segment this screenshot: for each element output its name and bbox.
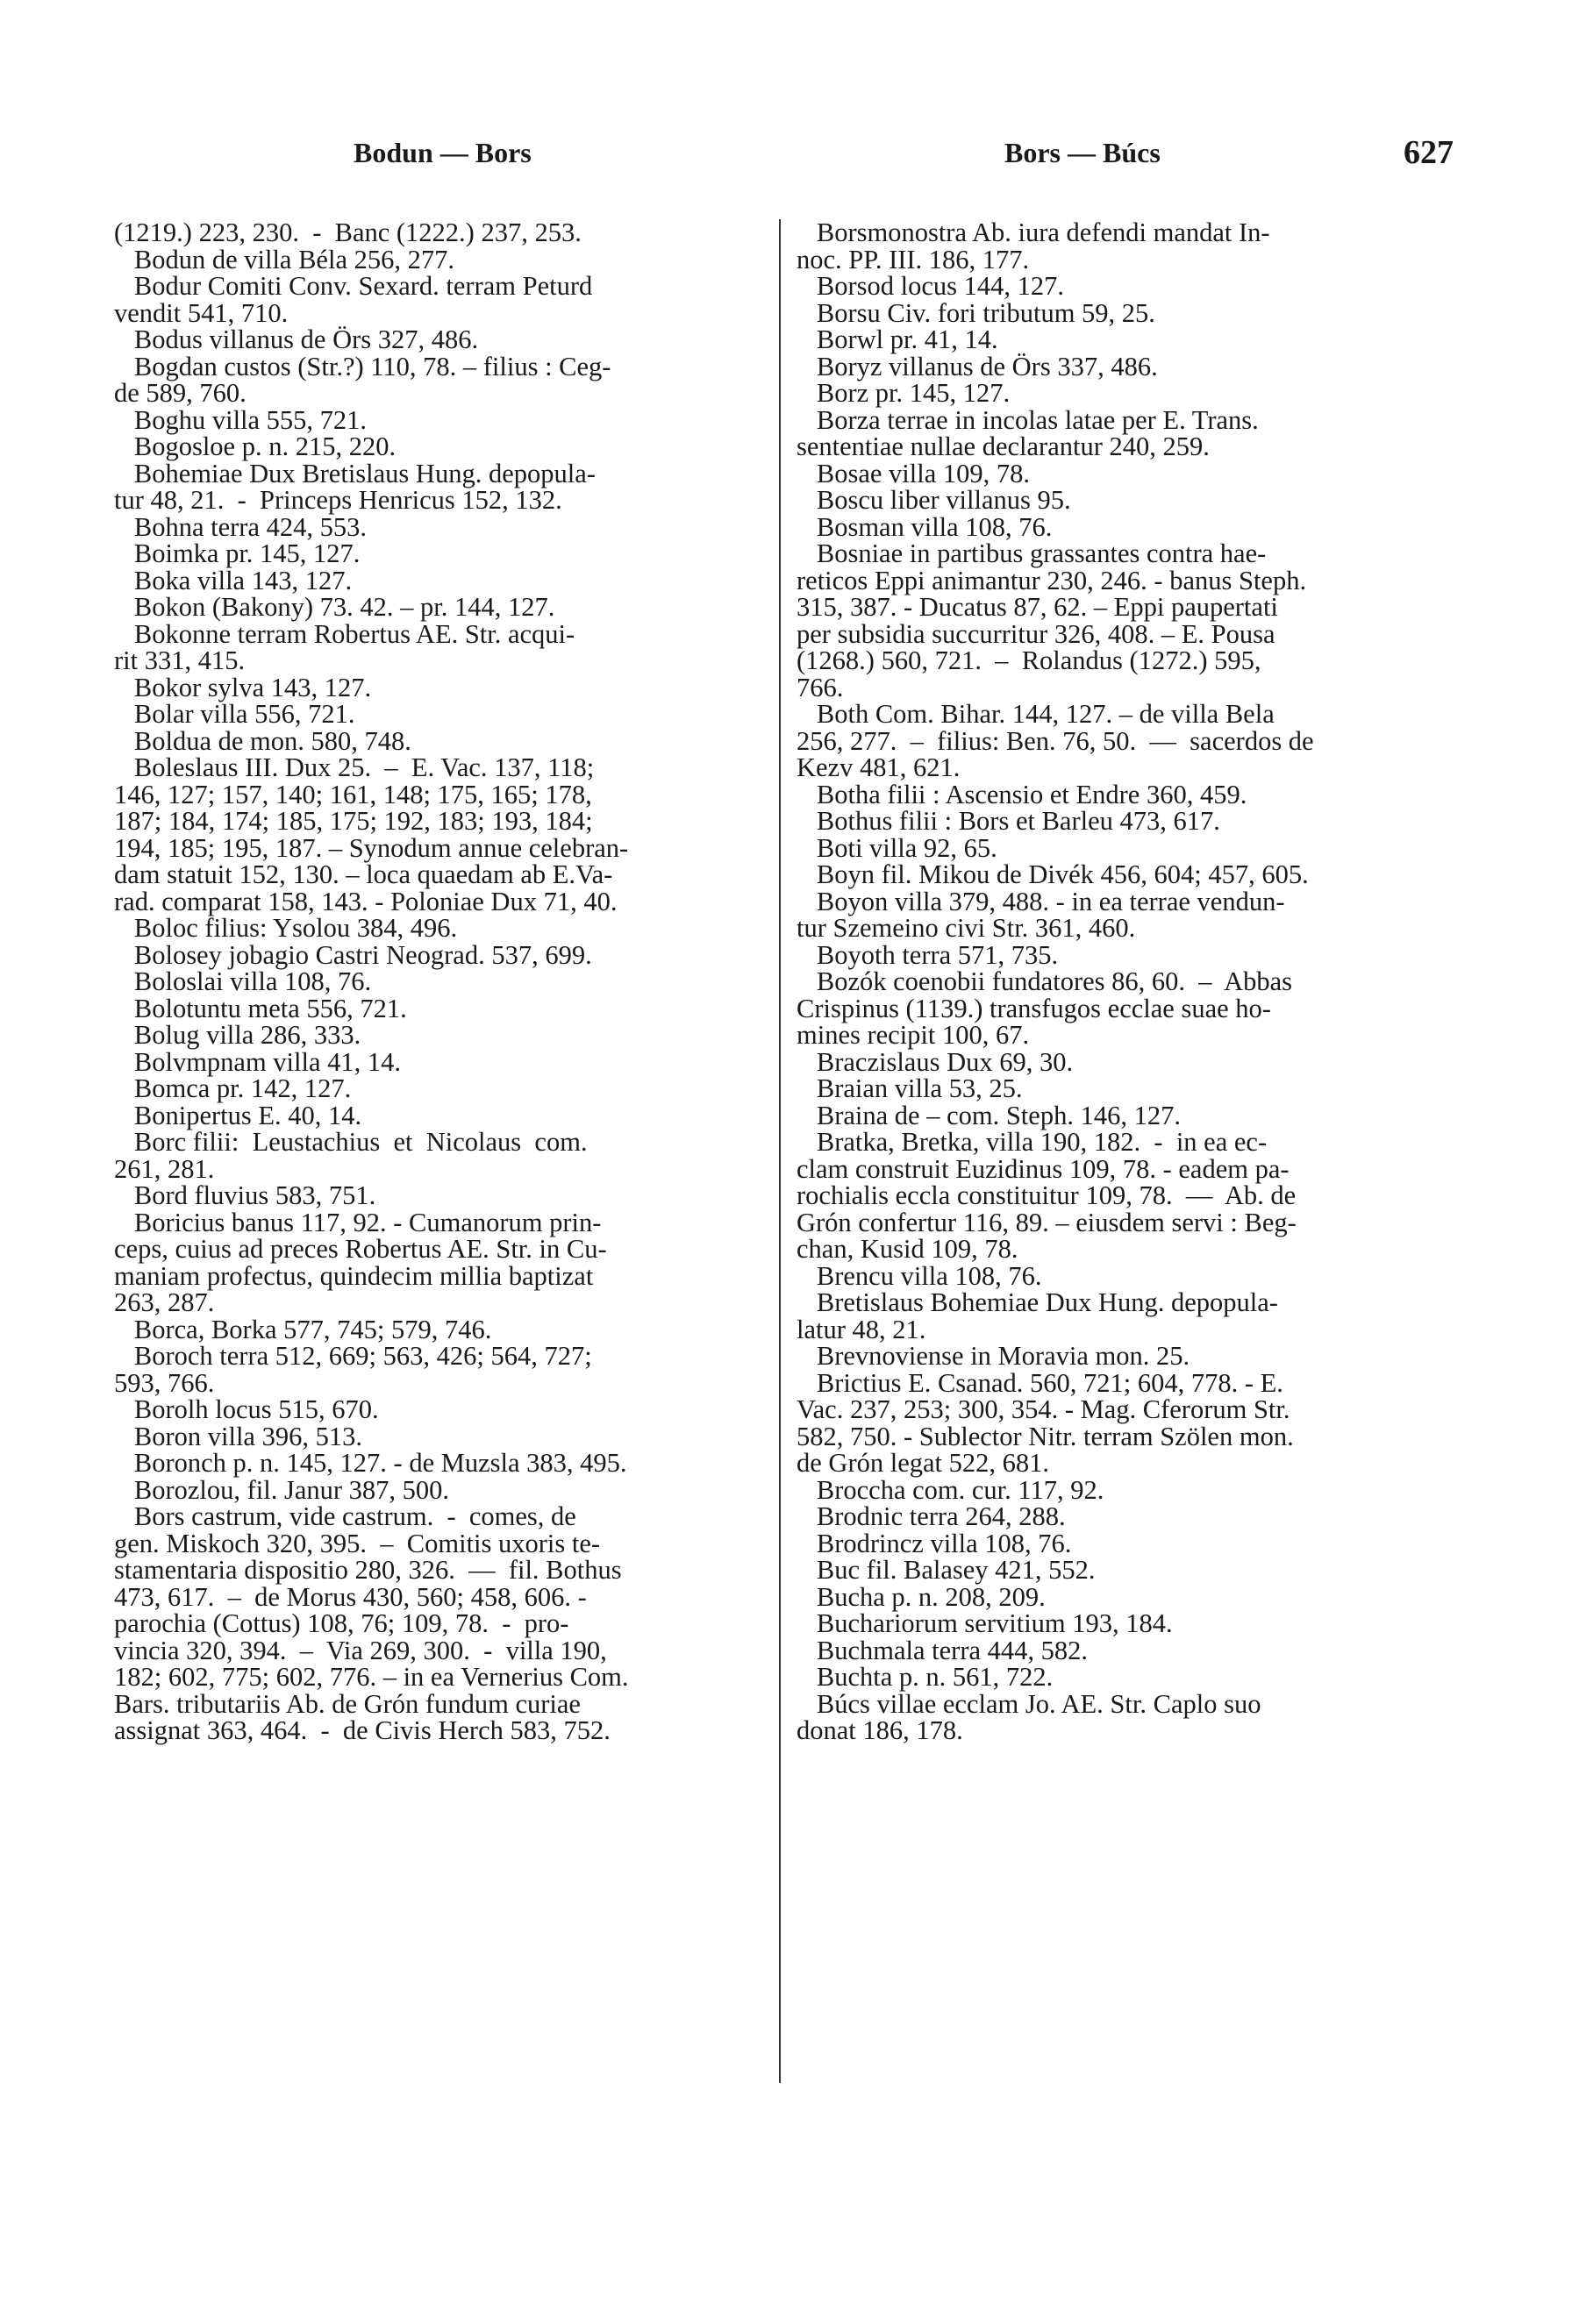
index-line: Borsod locus 144, 127.: [797, 271, 1064, 301]
index-line: gen. Miskoch 320, 395. – Comitis uxoris te-: [114, 1528, 601, 1558]
index-line: Bors castrum, vide castrum. - comes, de: [114, 1501, 576, 1531]
right-column: [797, 219, 1456, 1744]
index-line: 582, 750. - Sublector Nitr. terram Szölen mon.: [797, 1421, 1294, 1451]
index-line: Bodur Comiti Conv. Sexard. terram Peturd: [114, 271, 593, 301]
index-line: Boron villa 396, 513.: [114, 1421, 362, 1451]
index-line: Boroch terra 512, 669; 563, 426; 564, 727;: [114, 1341, 592, 1371]
index-line: Bokon (Bakony) 73. 42. – pr. 144, 127.: [114, 592, 555, 622]
index-line: 315, 387. - Ducatus 87, 62. – Eppi paupertati: [797, 592, 1278, 622]
index-line: Bomca pr. 142, 127.: [114, 1073, 352, 1103]
index-line: Bucha p. n. 208, 209.: [797, 1581, 1046, 1612]
index-line: Boryz villanus de Örs 337, 486.: [797, 351, 1158, 381]
index-line: Brodrincz villa 108, 76.: [797, 1528, 1072, 1558]
index-line: Bozók coenobii fundatores 86, 60. – Abbas: [797, 966, 1293, 996]
index-line: 263, 287.: [114, 1287, 215, 1317]
index-line: Brictius E. Csanad. 560, 721; 604, 778. - E.: [797, 1367, 1283, 1398]
index-line: reticos Eppi animantur 230, 246. - banus Steph.: [797, 565, 1307, 595]
index-line: chan, Kusid 109, 78.: [797, 1234, 1018, 1264]
index-line: Bolosey jobagio Castri Neograd. 537, 699.: [114, 939, 592, 970]
index-line: Boricius banus 117, 92. - Cumanorum prin-: [114, 1207, 602, 1237]
index-line: Bogosloe p. n. 215, 220.: [114, 431, 397, 461]
index-line: rochialis eccla constituitur 109, 78. — Ab. de: [797, 1180, 1297, 1210]
index-line: tur Szemeino civi Str. 361, 460.: [797, 913, 1136, 943]
index-line: dam statuit 152, 130. – loca quaedam ab E.Va-: [114, 859, 613, 889]
index-line: Bonipertus E. 40, 14.: [114, 1100, 362, 1130]
index-line: Boleslaus III. Dux 25. – E. Vac. 137, 118;: [114, 752, 595, 782]
index-line: parochia (Cottus) 108, 76; 109, 78. - pro-: [114, 1608, 569, 1638]
index-line: Borsmonostra Ab. iura defendi mandat In-: [797, 217, 1270, 247]
index-line: rad. comparat 158, 143. - Poloniae Dux 71, 40.: [114, 886, 618, 916]
index-line: Brencu villa 108, 76.: [797, 1260, 1042, 1291]
index-line: 256, 277. – filius: Ben. 76, 50. — sacerdos de: [797, 725, 1314, 756]
page-number: 627: [1404, 134, 1454, 171]
index-line: Vac. 237, 253; 300, 354. - Mag. Cferorum Str.: [797, 1394, 1290, 1424]
index-line: Bolotuntu meta 556, 721.: [114, 993, 407, 1023]
index-line: Braian villa 53, 25.: [797, 1073, 1023, 1103]
index-line: Bolvmpnam villa 41, 14.: [114, 1046, 402, 1077]
index-line: (1219.) 223, 230. - Banc (1222.) 237, 253.: [114, 217, 582, 247]
index-line: de 589, 760.: [114, 378, 246, 408]
index-line: Búcs villae ecclam Jo. AE. Str. Caplo suo: [797, 1688, 1261, 1719]
index-line: Brodnic terra 264, 288.: [797, 1501, 1066, 1531]
index-line: Borza terrae in incolas latae per E. Trans.: [797, 404, 1259, 435]
index-line: Boimka pr. 145, 127.: [114, 538, 361, 568]
index-line: Boronch p. n. 145, 127. - de Muzsla 383, 495.: [114, 1448, 627, 1478]
index-line: rit 331, 415.: [114, 645, 246, 675]
index-line: Bodus villanus de Örs 327, 486.: [114, 324, 479, 354]
index-line: 593, 766.: [114, 1367, 215, 1398]
index-line: Bohemiae Dux Bretislaus Hung. depopula-: [114, 458, 596, 488]
index-line: tur 48, 21. - Princeps Henricus 152, 132.: [114, 485, 562, 515]
index-line: Borsu Civ. fori tributum 59, 25.: [797, 297, 1155, 328]
index-line: Borolh locus 515, 670.: [114, 1394, 379, 1424]
index-line: Grón confertur 116, 89. – eiusdem servi : Beg-: [797, 1207, 1297, 1237]
index-line: Kezv 481, 621.: [797, 752, 961, 782]
index-line: Borozlou, fil. Janur 387, 500.: [114, 1474, 450, 1505]
index-line: sententiae nullae declarantur 240, 259.: [797, 431, 1210, 461]
index-line: Borwl pr. 41, 14.: [797, 324, 998, 354]
index-line: Boka villa 143, 127.: [114, 565, 353, 595]
index-line: Boyoth terra 571, 735.: [797, 939, 1059, 970]
index-line: Braina de – com. Steph. 146, 127.: [797, 1100, 1181, 1130]
index-line: Boghu villa 555, 721.: [114, 404, 368, 435]
index-line: latur 48, 21.: [797, 1314, 926, 1344]
index-line: Bosman villa 108, 76.: [797, 511, 1053, 542]
index-line: stamentaria dispositio 280, 326. — fil. Bothus: [114, 1555, 622, 1585]
index-line: Bolar villa 556, 721.: [114, 699, 355, 729]
index-line: 194, 185; 195, 187. – Synodum annue celebran-: [114, 832, 629, 863]
index-line: Bokor sylva 143, 127.: [114, 672, 372, 702]
index-line: Bosae villa 109, 78.: [797, 458, 1030, 488]
index-line: Borc filii: Leustachius et Nicolaus com.: [114, 1127, 588, 1157]
index-line: Crispinus (1139.) transfugos ecclae suae ho-: [797, 993, 1271, 1023]
index-line: Broccha com. cur. 117, 92.: [797, 1474, 1104, 1505]
header-left-title: Bodun — Bors: [354, 137, 532, 168]
index-line: vincia 320, 394. – Via 269, 300. - villa 190,: [114, 1635, 607, 1665]
index-line: ceps, cuius ad preces Robertus AE. Str. in Cu-: [114, 1234, 607, 1264]
index-line: (1268.) 560, 721. – Rolandus (1272.) 595,: [797, 645, 1261, 675]
index-line: per subsidia succurritur 326, 408. – E. Pousa: [797, 618, 1275, 649]
index-line: Bratka, Bretka, villa 190, 182. - in ea ec-: [797, 1127, 1268, 1157]
index-line: Boscu liber villanus 95.: [797, 485, 1071, 515]
index-line: Bogdan custos (Str.?) 110, 78. – filius : Ceg-: [114, 351, 611, 381]
index-line: Both Com. Bihar. 144, 127. – de villa Bela: [797, 699, 1275, 729]
index-line: Buchta p. n. 561, 722.: [797, 1662, 1054, 1692]
index-line: Botha filii : Ascensio et Endre 360, 459.: [797, 779, 1247, 809]
index-line: 182; 602, 775; 602, 776. – in ea Vernerius Com.: [114, 1662, 629, 1692]
index-line: Brevnoviense in Moravia mon. 25.: [797, 1341, 1190, 1371]
index-line: Bars. tributariis Ab. de Grón fundum curiae: [114, 1688, 581, 1719]
index-line: Buchariorum servitium 193, 184.: [797, 1608, 1173, 1638]
index-line: Borz pr. 145, 127.: [797, 378, 1011, 408]
index-line: Bodun de villa Béla 256, 277.: [114, 244, 454, 274]
index-line: clam construit Euzidinus 109, 78. - eadem pa-: [797, 1153, 1290, 1184]
index-line: Buchmala terra 444, 582.: [797, 1635, 1089, 1665]
index-line: Boloslai villa 108, 76.: [114, 966, 372, 996]
index-line: Boti villa 92, 65.: [797, 832, 997, 863]
index-line: noc. PP. III. 186, 177.: [797, 244, 1030, 274]
index-line: de Grón legat 522, 681.: [797, 1448, 1049, 1478]
index-line: Bolug villa 286, 333.: [114, 1020, 361, 1050]
index-line: Boyon villa 379, 488. - in ea terrae vendun-: [797, 886, 1285, 916]
index-line: Bothus filii : Bors et Barleu 473, 617.: [797, 806, 1220, 836]
left-column: [114, 219, 785, 1744]
index-line: 261, 281.: [114, 1153, 215, 1184]
index-line: Bord fluvius 583, 751.: [114, 1180, 376, 1210]
index-line: Bosniae in partibus grassantes contra hae-: [797, 538, 1267, 568]
index-line: Borca, Borka 577, 745; 579, 746.: [114, 1314, 492, 1344]
index-line: 146, 127; 157, 140; 161, 148; 175, 165; 178,: [114, 779, 592, 809]
index-line: 187; 184, 174; 185, 175; 192, 183; 193, 184;: [114, 806, 593, 836]
index-line: Buc fil. Balasey 421, 552.: [797, 1555, 1096, 1585]
index-line: 766.: [797, 672, 844, 702]
column-divider: [779, 219, 781, 2083]
index-line: Boldua de mon. 580, 748.: [114, 725, 411, 756]
index-line: maniam profectus, quindecim millia baptizat: [114, 1260, 594, 1291]
index-line: Bohna terra 424, 553.: [114, 511, 367, 542]
index-line: mines recipit 100, 67.: [797, 1020, 1030, 1050]
index-line: Boyn fil. Mikou de Divék 456, 604; 457, 605.: [797, 859, 1309, 889]
index-line: Boloc filius: Ysolou 384, 496.: [114, 913, 458, 943]
index-line: Bretislaus Bohemiae Dux Hung. depopula-: [797, 1287, 1278, 1317]
index-line: donat 186, 178.: [797, 1715, 963, 1745]
header-right-title: Bors — Búcs: [1004, 137, 1161, 168]
index-line: 473, 617. – de Morus 430, 560; 458, 606. -: [114, 1581, 587, 1612]
index-line: assignat 363, 464. - de Civis Herch 583, 752.: [114, 1715, 611, 1745]
index-line: Bokonne terram Robertus AE. Str. acqui-: [114, 618, 575, 649]
index-line: Braczislaus Dux 69, 30.: [797, 1046, 1074, 1077]
running-header: [0, 132, 1579, 175]
index-line: vendit 541, 710.: [114, 297, 289, 328]
